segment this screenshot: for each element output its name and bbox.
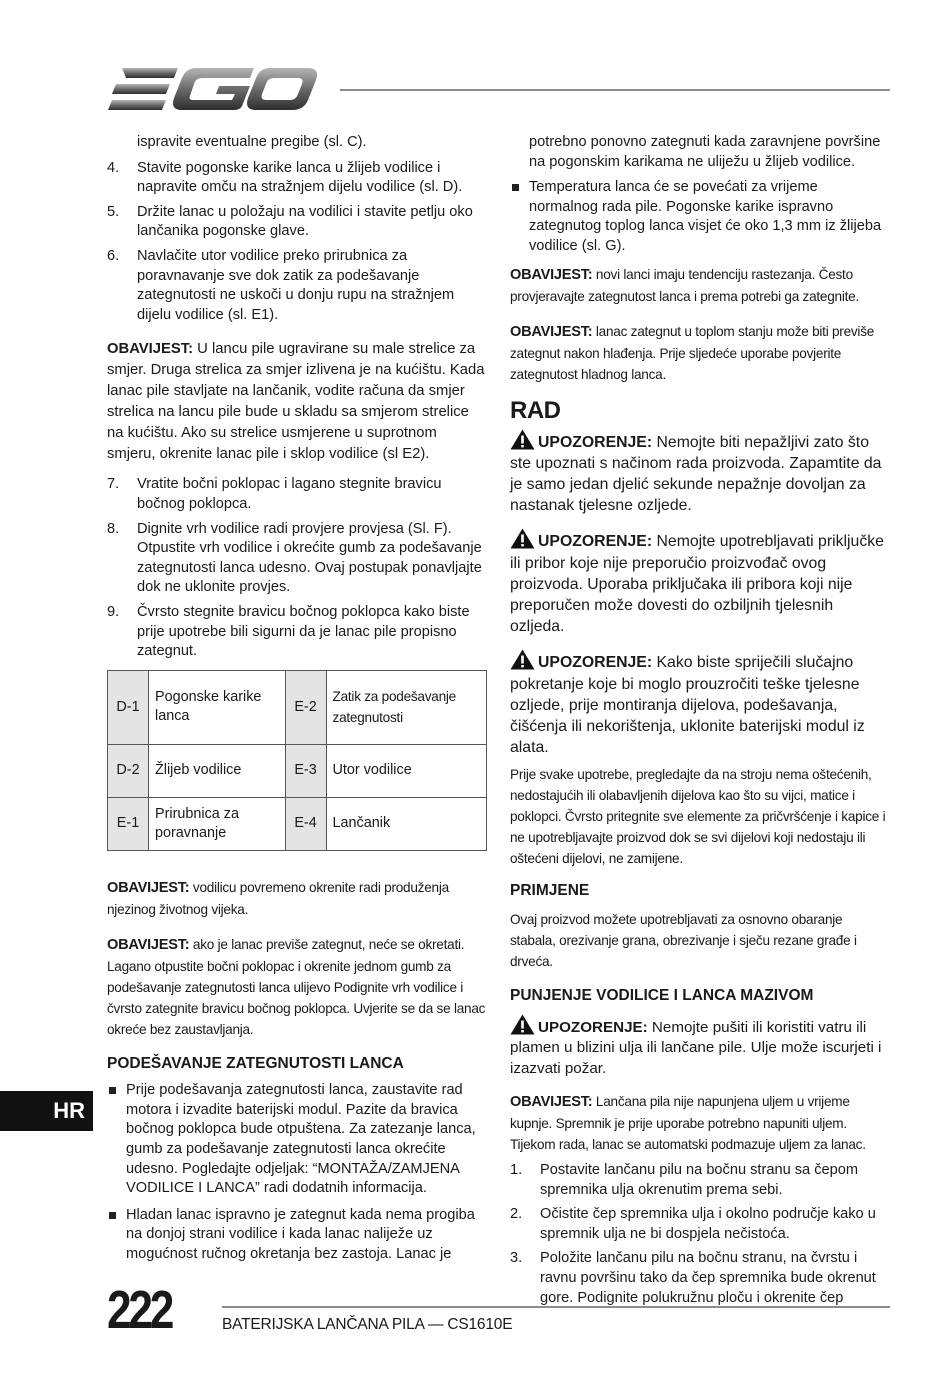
list-item: 3. Položite lančanu pilu na bočnu stranu, na čvrstu i ravnu površinu tako da čep spremnika bude okrenut gore. Podignite polukružnu ploču i okrenite čep (510, 1250, 876, 1306)
note-warm-chain: OBAVIJEST: lanac zategnut u toplom stanju može biti previše zategnut nakon hlađenja. Prije sljedeće uporabe povjerite zategnutost hladnog lanca. (510, 323, 875, 382)
note-new-chains: OBAVIJEST: novi lanci imaju tendenciju rastezanja. Često provjeravajte zategnutost lanca i prema potrebi ga zategnite. (510, 266, 859, 304)
section-heading-punjenje: PUNJENJE VODILICE I LANCA MAZIVOM (510, 987, 814, 1004)
inspection-text: Prije svake upotrebe, pregledajte da na stroju nema oštećenih, nedostajućih ili olabavljenih dijelova kao što su vijci, matice i poklopci. Čvrsto pritegnite sve elemente za pričvršćenje i kapice i ne upotrebljavajte proizvod dok se svi dijelovi koji nedostaju ili oštećeni dijelovi, ne zamijene. (510, 767, 886, 867)
ego-logo (108, 66, 318, 112)
table-row (108, 670, 487, 744)
table-row (108, 797, 487, 850)
list-item: Hladan lanac ispravno je zategnut kada nema progiba na donjoj strani vodilice i kada lanac naliježe uz mogućnost ručnog okretanja bez zastoja. Lanac je (107, 1206, 487, 1265)
note-overtight: OBAVIJEST: ako je lanac previše zategnut, neće se okretati. Lagano otpustite bočni poklopac i okrenite jednom gumb za podešavanje zategnutosti lanca ulijevo Podignite vrh vodilice i čvrsto zategnite bravicu bočnog poklopca. Uvjerite se da se lanac okreće bez zaustavljanja. (107, 936, 486, 1037)
warning-2: UPOZORENJE: Nemojte upotrebljavati priključke ili pribor koje nije preporučio proizvođač ovog proizvoda. Uporaba priključaka ili pribora koji nije preporučen može dovesti do ozbiljnih tjelesnih ozljeda. (510, 528, 890, 637)
list-item: 6. Navlačite utor vodilice preko prirubnica za poravnavanje sve dok zatik za podešavanje zategnutosti ne uskoči u donju rupu na stražnjem dijelu vodilice (sl. E1). (107, 247, 455, 323)
part-label: Utor vodilice (326, 744, 486, 797)
bullet-square-icon (109, 1212, 116, 1219)
part-label: Pogonske karike lanca (149, 670, 286, 744)
part-code: E-1 (108, 797, 149, 850)
part-code: E-2 (285, 670, 326, 744)
footer-title: BATERIJSKA LANČANA PILA — CS1610E (222, 1316, 513, 1333)
right-column (510, 133, 890, 1313)
part-code: D-2 (108, 744, 149, 797)
header-rule (340, 89, 890, 91)
list-item: 2. Očistite čep spremnika ulja i okolno područje kako u spremnik ulja ne bi dospjela nečistoća. (510, 1206, 876, 1242)
warning-label: UPOZORENJE: (538, 1018, 648, 1036)
list-item: Temperatura lanca će se povećati za vrijeme normalnog rada pile. Pogonske karike ispravno zategnutog toplog lanca visjet će oko 1,3 mm iz žlijeba vodilice (sl. G). (510, 178, 890, 256)
note-label: OBAVIJEST: (107, 879, 190, 896)
note-label: OBAVIJEST: (107, 936, 190, 953)
temperature-bullets (510, 178, 890, 256)
steps-list-a (107, 159, 487, 326)
note-label: OBAVIJEST: (510, 323, 593, 340)
note-arrows: OBAVIJEST: U lancu pile ugravirane su male strelice za smjer. Druga strelica za smjer izlivena je na kućištu. Kada lanac pile stavljate na lančanik, vodite računa da smjer strelica na lancu pile bude u skladu sa smjerom strelice na kućištu. Ako su strelice usmjerene u suprotnom smjeru, okrenite lanac pile i sklop vodilice (sl E2). (107, 341, 485, 463)
footer-rule (222, 1306, 890, 1308)
warning-triangle-icon (510, 1014, 535, 1035)
step-continuation: ispravite eventualne pregibe (sl. C). (137, 134, 367, 150)
part-label: Zatik za podešavanje zategnutosti (326, 670, 486, 744)
section-heading-primjene: PRIMJENE (510, 882, 590, 900)
warning-3: UPOZORENJE: Kako biste spriječili slučajno pokretanje koje bi moglo prouzročiti teške tjelesne ozljede, prije montiranja dijelova, podešavanja, čišćenja ili nekorištenja, uklonite baterijski modul iz alata. (510, 649, 890, 758)
note-label: OBAVIJEST: (510, 1094, 593, 1111)
primjene-text: Ovaj proizvod možete upotrebljavati za osnovno obaranje stabala, orezivanje grana, obrezivanje i sječu rezane građe i drveća. (510, 912, 857, 969)
part-label: Prirubnica za poravnanje (149, 797, 286, 850)
warning-1: UPOZORENJE: Nemojte biti nepažljivi zato što ste upoznati s načinom rada proizvoda. Zapamtite da je samo jedan djelić sekunde nepažnje dovoljan za nastanak tjelesne ozljede. (510, 429, 890, 517)
note-oil: OBAVIJEST: Lančana pila nije napunjena uljem u vrijeme kupnje. Spremnik je prije uporabe potrebno napuniti uljem. Tijekom rada, lanac se automatski podmazuje uljem za lanac. (510, 1094, 866, 1153)
list-item: 4. Stavite pogonske karike lanca u žlijeb vodilice i napravite omču na stražnjem dijelu vodilice (sl. D). (107, 159, 463, 196)
list-item: 8. Dignite vrh vodilice radi provjere provjesa (Sl. F). Otpustite vrh vodilice i okrećite gumb za podešavanje zategnutosti lanca udesno. Ovaj postupak ponavljajte dok ne uklonite provjes. (107, 520, 482, 596)
note-guide-bar: OBAVIJEST: vodilicu povremeno okrenite radi produženja njezinog životnog vijeka. (107, 879, 449, 917)
note-label: OBAVIJEST: (107, 341, 194, 358)
language-tab: HR (0, 1091, 93, 1131)
oil-steps-list (510, 1161, 890, 1308)
list-item: Prije podešavanja zategnutosti lanca, zaustavite rad motora i izvadite baterijski modul. Pazite da bravica bočnog poklopca bude otpuštena. Za zatezanje lanca, gumb za podešavanje zategnutosti lanca okrećite udesno. Pogledajte odjeljak: “MONTAŽA/ZAMJENA VODILICE I LANCA” radi dodatnih informacija. (107, 1081, 487, 1199)
list-item: 5. Držite lanac u položaju na vodilici i stavite petlju oko lančanika pogonske glave. (107, 203, 473, 240)
bullet-square-icon (109, 1087, 116, 1094)
left-column (107, 133, 487, 1272)
parts-table (107, 670, 487, 851)
section-heading-tension: PODEŠAVANJE ZATEGNUTOSTI LANCA (107, 1054, 404, 1072)
list-item: 9. Čvrsto stegnite bravicu bočnog poklopca kako biste prije upotrebe bili sigurni da je lanac pile propisno zategnut. (107, 603, 470, 660)
warning-4: UPOZORENJE: Nemojte pušiti ili koristiti vatru ili plamen u blizini ulja ili lančane pile. Ulje može iscurjeti i izazvati požar. (510, 1014, 890, 1080)
warning-label: UPOZORENJE: (538, 654, 653, 672)
note-label: OBAVIJEST: (510, 266, 593, 283)
warning-triangle-icon (510, 649, 535, 670)
list-item: 1. Postavite lančanu pilu na bočnu stranu sa čepom spremnika ulja okrenutim prema sebi. (510, 1162, 859, 1198)
steps-list-b (107, 475, 487, 661)
part-label: Žlijeb vodilice (149, 744, 286, 797)
part-code: E-3 (285, 744, 326, 797)
part-code: D-1 (108, 670, 149, 744)
warning-triangle-icon (510, 528, 535, 549)
section-heading-rad: RAD (510, 396, 561, 424)
warning-label: UPOZORENJE: (538, 433, 653, 451)
part-label: Lančanik (326, 797, 486, 850)
warning-triangle-icon (510, 429, 535, 450)
page-number: 222 (107, 1280, 172, 1340)
tension-bullets (107, 1081, 487, 1264)
table-row (108, 744, 487, 797)
bullet-continuation: potrebno ponovno zategnuti kada zaravnjene površine na pogonskim karikama ne uliježu u žlijeb vodilice. (529, 134, 881, 170)
list-item: 7. Vratite bočni poklopac i lagano stegnite bravicu bočnog poklopca. (107, 476, 442, 512)
bullet-square-icon (512, 184, 519, 191)
part-code: E-4 (285, 797, 326, 850)
warning-label: UPOZORENJE: (538, 533, 653, 551)
